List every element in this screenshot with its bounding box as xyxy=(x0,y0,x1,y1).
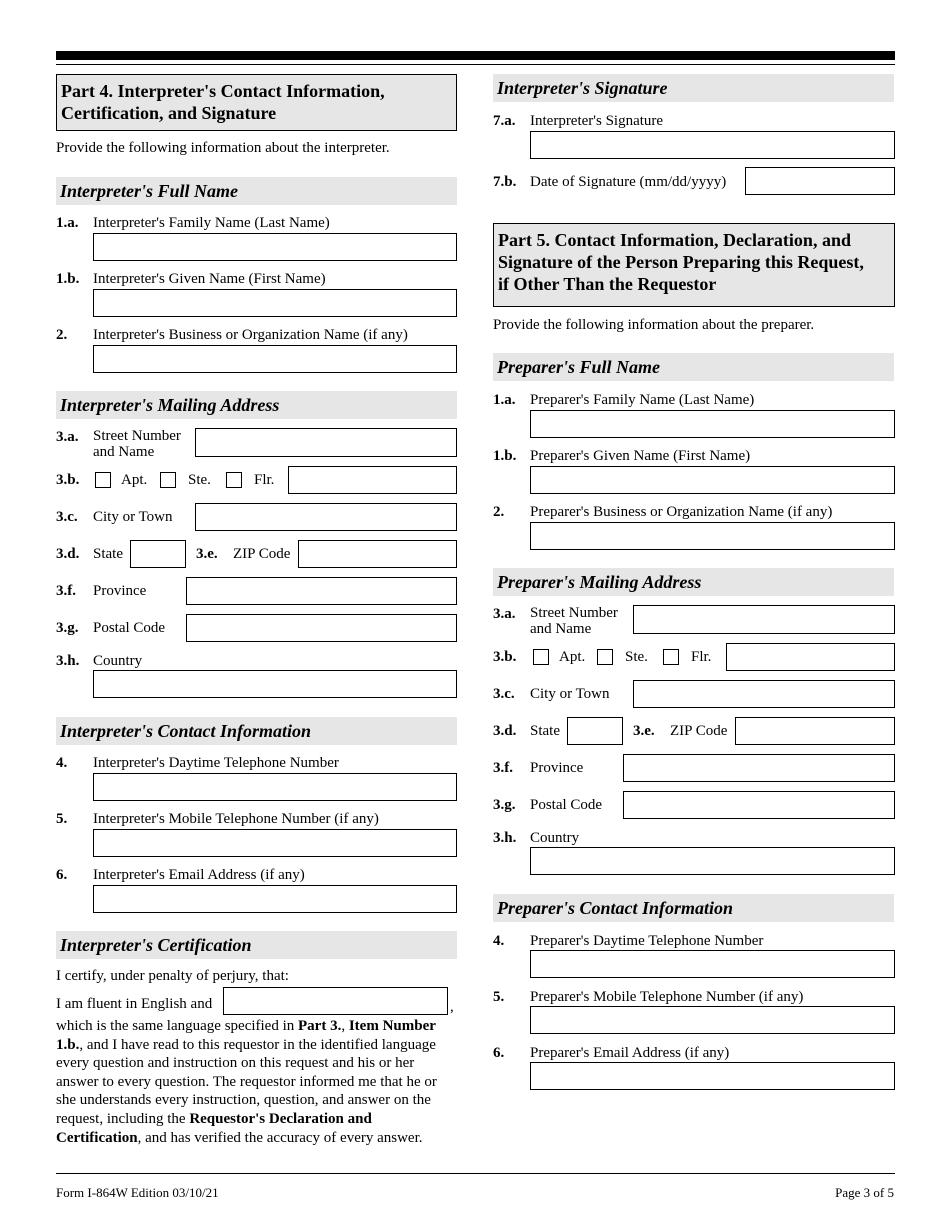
interpreter-daytime-phone-input[interactable] xyxy=(93,773,457,801)
apt-checkbox[interactable] xyxy=(95,472,111,488)
ste-label: Ste. xyxy=(625,649,648,665)
preparer-street-input[interactable] xyxy=(633,605,895,634)
footer-rule xyxy=(56,1173,895,1174)
interpreter-email-label: Interpreter's Email Address (if any) xyxy=(93,867,305,883)
top-rule-thick xyxy=(56,51,895,60)
interpreter-business-name-label: Interpreter's Business or Organization Name (if any) xyxy=(93,327,408,343)
street-label-line1: Street Number xyxy=(93,428,181,444)
item-number: 3.a. xyxy=(493,606,516,622)
preparer-province-input[interactable] xyxy=(623,754,895,782)
date-of-signature-label: Date of Signature (mm/dd/yyyy) xyxy=(530,174,727,190)
interpreter-daytime-phone-label: Interpreter's Daytime Telephone Number xyxy=(93,755,339,771)
form-edition: Form I-864W Edition 03/10/21 xyxy=(56,1185,219,1200)
state-label: State xyxy=(93,546,123,562)
preparer-postal-code-input[interactable] xyxy=(623,791,895,819)
page-number: Page 3 of 5 xyxy=(835,1185,894,1200)
item-number: 3.f. xyxy=(56,583,76,599)
item-number: 4. xyxy=(493,933,505,949)
item-number: 1.a. xyxy=(56,215,79,231)
part5-title-line2: Signature of the Person Preparing this Request, xyxy=(498,252,864,272)
cert-bold-item: Item Number xyxy=(348,1018,436,1034)
cert-bold-item-number: 1.b. xyxy=(56,1036,80,1053)
flr-label: Flr. xyxy=(691,649,712,665)
preparer-business-name-label: Preparer's Business or Organization Name (if any) xyxy=(530,504,833,520)
interpreter-mobile-phone-input[interactable] xyxy=(93,829,457,857)
preparer-given-name-input[interactable] xyxy=(530,466,895,494)
fluent-label: I am fluent in English and xyxy=(56,996,213,1012)
zip-label: ZIP Code xyxy=(670,723,728,739)
interpreter-postal-code-input[interactable] xyxy=(186,614,457,642)
item-number: 3.g. xyxy=(493,797,516,813)
preparer-country-input[interactable] xyxy=(530,847,895,875)
top-rule-thin xyxy=(56,64,895,65)
interpreter-given-name-label: Interpreter's Given Name (First Name) xyxy=(93,271,326,287)
state-label: State xyxy=(530,723,560,739)
interpreter-country-input[interactable] xyxy=(93,670,457,698)
item-number: 5. xyxy=(56,811,68,827)
interpreter-family-name-input[interactable] xyxy=(93,233,457,261)
interpreter-province-input[interactable] xyxy=(186,577,457,605)
item-number: 3.h. xyxy=(56,653,80,669)
flr-checkbox[interactable] xyxy=(226,472,242,488)
preparer-mobile-phone-label: Preparer's Mobile Telephone Number (if any) xyxy=(530,989,804,1005)
part5-title-line3: if Other Than the Requestor xyxy=(498,274,717,294)
certify-statement: I certify, under penalty of perjury, that: xyxy=(56,968,289,984)
flr-checkbox[interactable] xyxy=(663,649,679,665)
street-label-line2: and Name xyxy=(530,621,592,637)
part5-intro: Provide the following information about the preparer. xyxy=(493,317,815,333)
item-number: 4. xyxy=(56,755,68,771)
interpreter-given-name-input[interactable] xyxy=(93,289,457,317)
part4-title-line2: Certification, and Signature xyxy=(61,103,277,123)
country-label: Country xyxy=(93,653,143,669)
part5-title-line1: Part 5. Contact Information, Declaration, and xyxy=(498,230,851,250)
part5-title xyxy=(493,223,895,307)
preparer-business-name-input[interactable] xyxy=(530,522,895,550)
item-number: 7.b. xyxy=(493,174,517,190)
language-comma: , xyxy=(450,999,454,1015)
preparer-mobile-phone-input[interactable] xyxy=(530,1006,895,1034)
apt-checkbox[interactable] xyxy=(533,649,549,665)
interpreter-state-input[interactable] xyxy=(130,540,186,568)
interpreter-city-input[interactable] xyxy=(195,503,457,531)
item-number: 3.d. xyxy=(56,546,80,562)
ste-checkbox[interactable] xyxy=(160,472,176,488)
item-number: 3.c. xyxy=(56,509,78,525)
postal-code-label: Postal Code xyxy=(530,797,603,813)
preparer-email-input[interactable] xyxy=(530,1062,895,1090)
interpreter-business-name-input[interactable] xyxy=(93,345,457,373)
interpreter-signature-input[interactable] xyxy=(530,131,895,159)
interpreter-signature-label: Interpreter's Signature xyxy=(530,113,664,129)
preparer-full-name-heading: Preparer's Full Name xyxy=(493,353,894,381)
cert-text: which is the same language specified in xyxy=(56,1018,299,1034)
item-number: 3.g. xyxy=(56,620,79,636)
item-number: 1.b. xyxy=(493,448,517,464)
preparer-unit-number-input[interactable] xyxy=(726,643,895,671)
ste-checkbox[interactable] xyxy=(597,649,613,665)
preparer-daytime-phone-input[interactable] xyxy=(530,950,895,978)
preparer-zip-input[interactable] xyxy=(735,717,895,745)
interpreter-language-input[interactable] xyxy=(223,987,448,1015)
interpreter-zip-input[interactable] xyxy=(298,540,457,568)
item-number: 1.b. xyxy=(56,271,80,287)
postal-code-label: Postal Code xyxy=(93,620,166,636)
item-number: 5. xyxy=(493,989,505,1005)
flr-label: Flr. xyxy=(254,472,275,488)
item-number: 3.c. xyxy=(493,686,515,702)
item-number: 6. xyxy=(56,867,68,883)
interpreter-unit-number-input[interactable] xyxy=(288,466,457,494)
cert-text: , and has verified the accuracy of every answer. xyxy=(137,1129,423,1146)
cert-bold-part: Part 3. xyxy=(298,1018,342,1034)
cert-text: , xyxy=(341,1018,349,1034)
certification-paragraph xyxy=(56,1017,460,1147)
preparer-mailing-address-heading: Preparer's Mailing Address xyxy=(493,568,894,596)
interpreter-street-input[interactable] xyxy=(195,428,457,457)
item-number: 3.d. xyxy=(493,723,517,739)
interpreter-signature-heading: Interpreter's Signature xyxy=(493,74,894,102)
apt-label: Apt. xyxy=(121,472,148,488)
preparer-family-name-input[interactable] xyxy=(530,410,895,438)
preparer-email-label: Preparer's Email Address (if any) xyxy=(530,1045,730,1061)
part4-intro: Provide the following information about the interpreter. xyxy=(56,140,390,156)
preparer-state-input[interactable] xyxy=(567,717,623,745)
interpreter-contact-heading: Interpreter's Contact Information xyxy=(56,717,457,745)
item-number: 6. xyxy=(493,1045,505,1061)
interpreter-mailing-address-heading: Interpreter's Mailing Address xyxy=(56,391,457,419)
city-label: City or Town xyxy=(93,509,173,525)
zip-label: ZIP Code xyxy=(233,546,291,562)
item-number: 3.b. xyxy=(56,472,80,488)
preparer-family-name-label: Preparer's Family Name (Last Name) xyxy=(530,392,755,408)
item-number: 3.f. xyxy=(493,760,513,776)
interpreter-family-name-label: Interpreter's Family Name (Last Name) xyxy=(93,215,330,231)
interpreter-certification-heading: Interpreter's Certification xyxy=(56,931,457,959)
item-number: 7.a. xyxy=(493,113,516,129)
part4-title-line1: Part 4. Interpreter's Contact Information, xyxy=(61,81,385,101)
preparer-daytime-phone-label: Preparer's Daytime Telephone Number xyxy=(530,933,764,949)
item-number: 2. xyxy=(56,327,68,343)
item-number: 3.a. xyxy=(56,429,79,445)
item-number: 3.e. xyxy=(196,546,218,562)
apt-label: Apt. xyxy=(559,649,586,665)
cert-text: , and I have read to this requestor in the identified language every question and instruction on this request and his or her answer to every question. The requestor informed me that he or she understands every instruction, question, and answer on the request, including the xyxy=(56,1036,437,1127)
ste-label: Ste. xyxy=(188,472,211,488)
country-label: Country xyxy=(530,830,580,846)
preparer-city-input[interactable] xyxy=(633,680,895,708)
preparer-given-name-label: Preparer's Given Name (First Name) xyxy=(530,448,751,464)
date-of-signature-input[interactable] xyxy=(745,167,895,195)
city-label: City or Town xyxy=(530,686,610,702)
item-number: 2. xyxy=(493,504,505,520)
preparer-contact-heading: Preparer's Contact Information xyxy=(493,894,894,922)
item-number: 3.h. xyxy=(493,830,517,846)
street-label-line2: and Name xyxy=(93,444,155,460)
interpreter-email-input[interactable] xyxy=(93,885,457,913)
item-number: 3.b. xyxy=(493,649,517,665)
part4-title xyxy=(56,74,457,131)
interpreter-mobile-phone-label: Interpreter's Mobile Telephone Number (if any) xyxy=(93,811,379,827)
cert-bold-declaration: Requestor's Declaration and Certification xyxy=(56,1110,372,1146)
interpreter-full-name-heading: Interpreter's Full Name xyxy=(56,177,457,205)
province-label: Province xyxy=(93,583,147,599)
province-label: Province xyxy=(530,760,584,776)
item-number: 3.e. xyxy=(633,723,655,739)
item-number: 1.a. xyxy=(493,392,516,408)
street-label-line1: Street Number xyxy=(530,605,618,621)
